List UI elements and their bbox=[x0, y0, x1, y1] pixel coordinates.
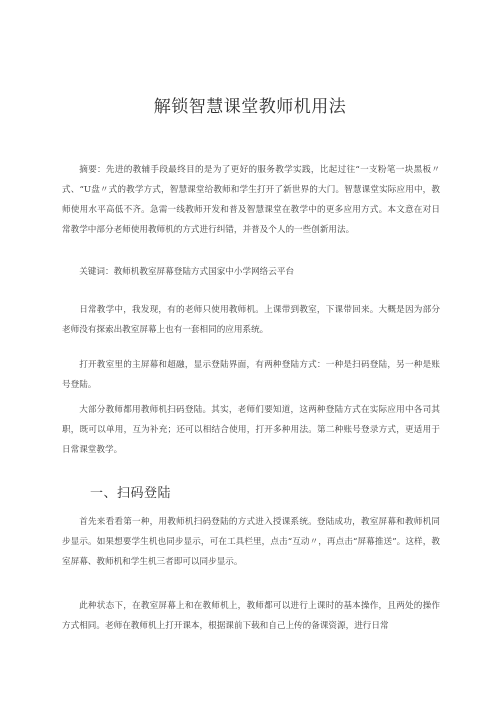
keywords-paragraph: 关键词：教师机教室屏幕登陆方式国家中小学网络云平台 bbox=[79, 267, 295, 277]
body-paragraph-5: 此种状态下，在教室屏幕上和在教师机上，教师都可以进行上课时的基本操作，且两处的操作方式相同。老师在教师机上打开课本，根据课前下载和自己上传的备课资源，进行日常 bbox=[62, 601, 440, 631]
section-heading-scan-login: 一、扫码登陆 bbox=[90, 486, 172, 501]
body-paragraph-4: 首先来看看第一种，用教师机扫码登陆的方式进入授课系统。登陆成功，教室屏幕和教师机同步显示。如果想要学生机也同步显示，可在工具栏里，点击“互动〃，再点击“屏幕推送”。这样，教室屏幕、教师机和学生机三者即可以同步显示。 bbox=[62, 517, 440, 567]
body-paragraph-3: 大部分教师都用教师机扫码登陆。其实，老师们要知道，这两种登陆方式在实际应用中各司其职，既可以单用，互为补充；还可以相结合使用，打开多种用法。第二种账号登录方式，更适用于日常课堂教学。 bbox=[62, 405, 440, 455]
abstract-paragraph: 摘要：先进的教辅手段最终目的是为了更好的服务教学实践，比起过往“一支粉笔一块黑板〃式、“U盘〃式的教学方式，智慧课堂给教师和学生打开了新世界的大门。智慧课堂实际应用中，教师使用水平高低不齐。急需一线教师开发和普及智慧课堂在教学中的更多应用方式。本文意在对日常教学中部分老师使用教师机的方式进行纠错，并普及个人的一些创新用法。 bbox=[62, 165, 440, 235]
body-paragraph-2: 打开教室里的主屏幕和超融，显示登陆界面，有两种登陆方式：一种是扫码登陆，另一种是账号登陆。 bbox=[62, 360, 440, 390]
document-title: 解锁智慧课堂教师机用法 bbox=[153, 97, 347, 117]
body-paragraph-1: 日常教学中，我发现，有的老师只使用教师机。上课带到教室，下课带回来。大概是因为部分老师没有探索出教室屏幕上也有一套相同的应用系统。 bbox=[62, 305, 440, 335]
